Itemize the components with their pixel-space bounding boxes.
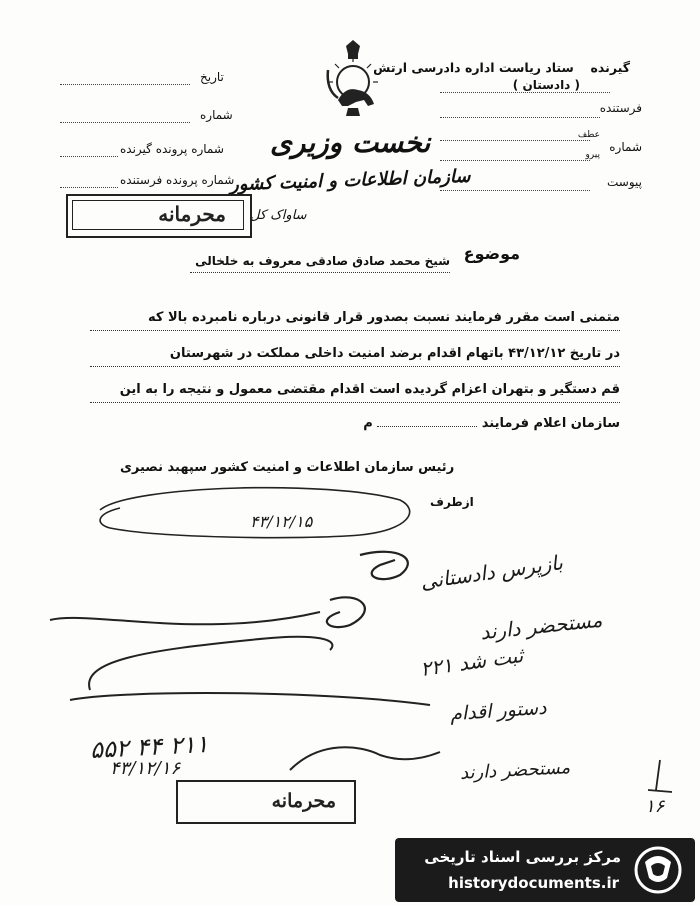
number-sub-atf: عطف — [577, 130, 600, 140]
organization-name: سازمان اطلاعات و امنیت کشور — [229, 165, 471, 196]
subject-text: شیخ محمد صادق صادقی معروف به خلخالی — [195, 254, 450, 268]
handwritten-lower-text: مستحضر دارند — [459, 757, 571, 784]
confidential-stamp-bottom — [176, 780, 356, 824]
signatory-line: رئیس سازمان اطلاعات و امنیت کشور سپهبد نصیری — [120, 460, 455, 475]
subject-label: موضوع — [463, 244, 520, 263]
number-label: شماره — [609, 140, 642, 154]
on-behalf-label: ازطرف — [430, 495, 474, 509]
handwritten-note-2: مستحضر دارند — [479, 607, 604, 645]
handwritten-note-3: ثبت شد ۲۲۱ — [418, 642, 525, 682]
body-line-3: قم دستگیر و بتهران اعزام گردیده است اقدام مقتضی معمول و نتیجه را به این — [119, 382, 620, 397]
date-label: تاریخ — [200, 70, 224, 84]
handwritten-numbers: ۲۱۱ ۴۴ ۵۵۲ — [89, 729, 210, 765]
number-sub-peyro: پیرو — [585, 150, 600, 160]
handwritten-margin-number: ۱۶ — [645, 796, 665, 817]
body-line-4-text: سازمان اعلام فرمایند — [481, 416, 620, 431]
issuer-subtitle: ( دادستان ) — [512, 78, 580, 92]
ministry-name: نخست وزیری — [270, 126, 431, 159]
archive-logo-icon — [631, 844, 685, 896]
closing-mark: م — [363, 416, 373, 431]
sender-file-label: شماره پرونده فرستنده — [120, 173, 235, 187]
handwritten-note-1: بازپرس دادستانی — [419, 550, 565, 594]
handwritten-code-bottom: ۴۳/۱۲/۱۶ — [110, 758, 181, 779]
attachment-label: پیوست — [607, 175, 642, 189]
sender-label: فرستنده — [599, 101, 642, 115]
archive-logo — [395, 838, 695, 902]
confidential-stamp-bottom-text: محرمانه — [271, 790, 336, 812]
number-label-left: شماره — [200, 108, 233, 122]
archive-logo-url: historydocuments.ir — [448, 874, 619, 892]
archive-logo-title: مرکز بررسی اسناد تاریخی — [424, 848, 621, 866]
handwritten-date: ۴۳/۱۲/۱۵ — [250, 512, 313, 531]
issuer-text: ستاد ریاست اداره دادرسی ارتش — [373, 60, 574, 75]
body-line-1: متمنی است مقرر فرمایند نسبت بصدور قرار قانونی درباره نامبرده بالا که — [148, 310, 620, 325]
confidential-stamp-text: محرمانه — [158, 202, 226, 226]
receiver-file-label: شماره پرونده گیرنده — [120, 142, 224, 156]
body-line-2: در تاریخ ۴۳/۱۲/۱۲ باتهام اقدام برضد امنیت داخلی مملکت در شهرستان — [169, 346, 620, 361]
issuer-label: گیرنده — [590, 60, 630, 75]
handwritten-note-4: دستور اقدام — [449, 696, 548, 726]
unit-name: ساواک کل — [250, 208, 307, 223]
